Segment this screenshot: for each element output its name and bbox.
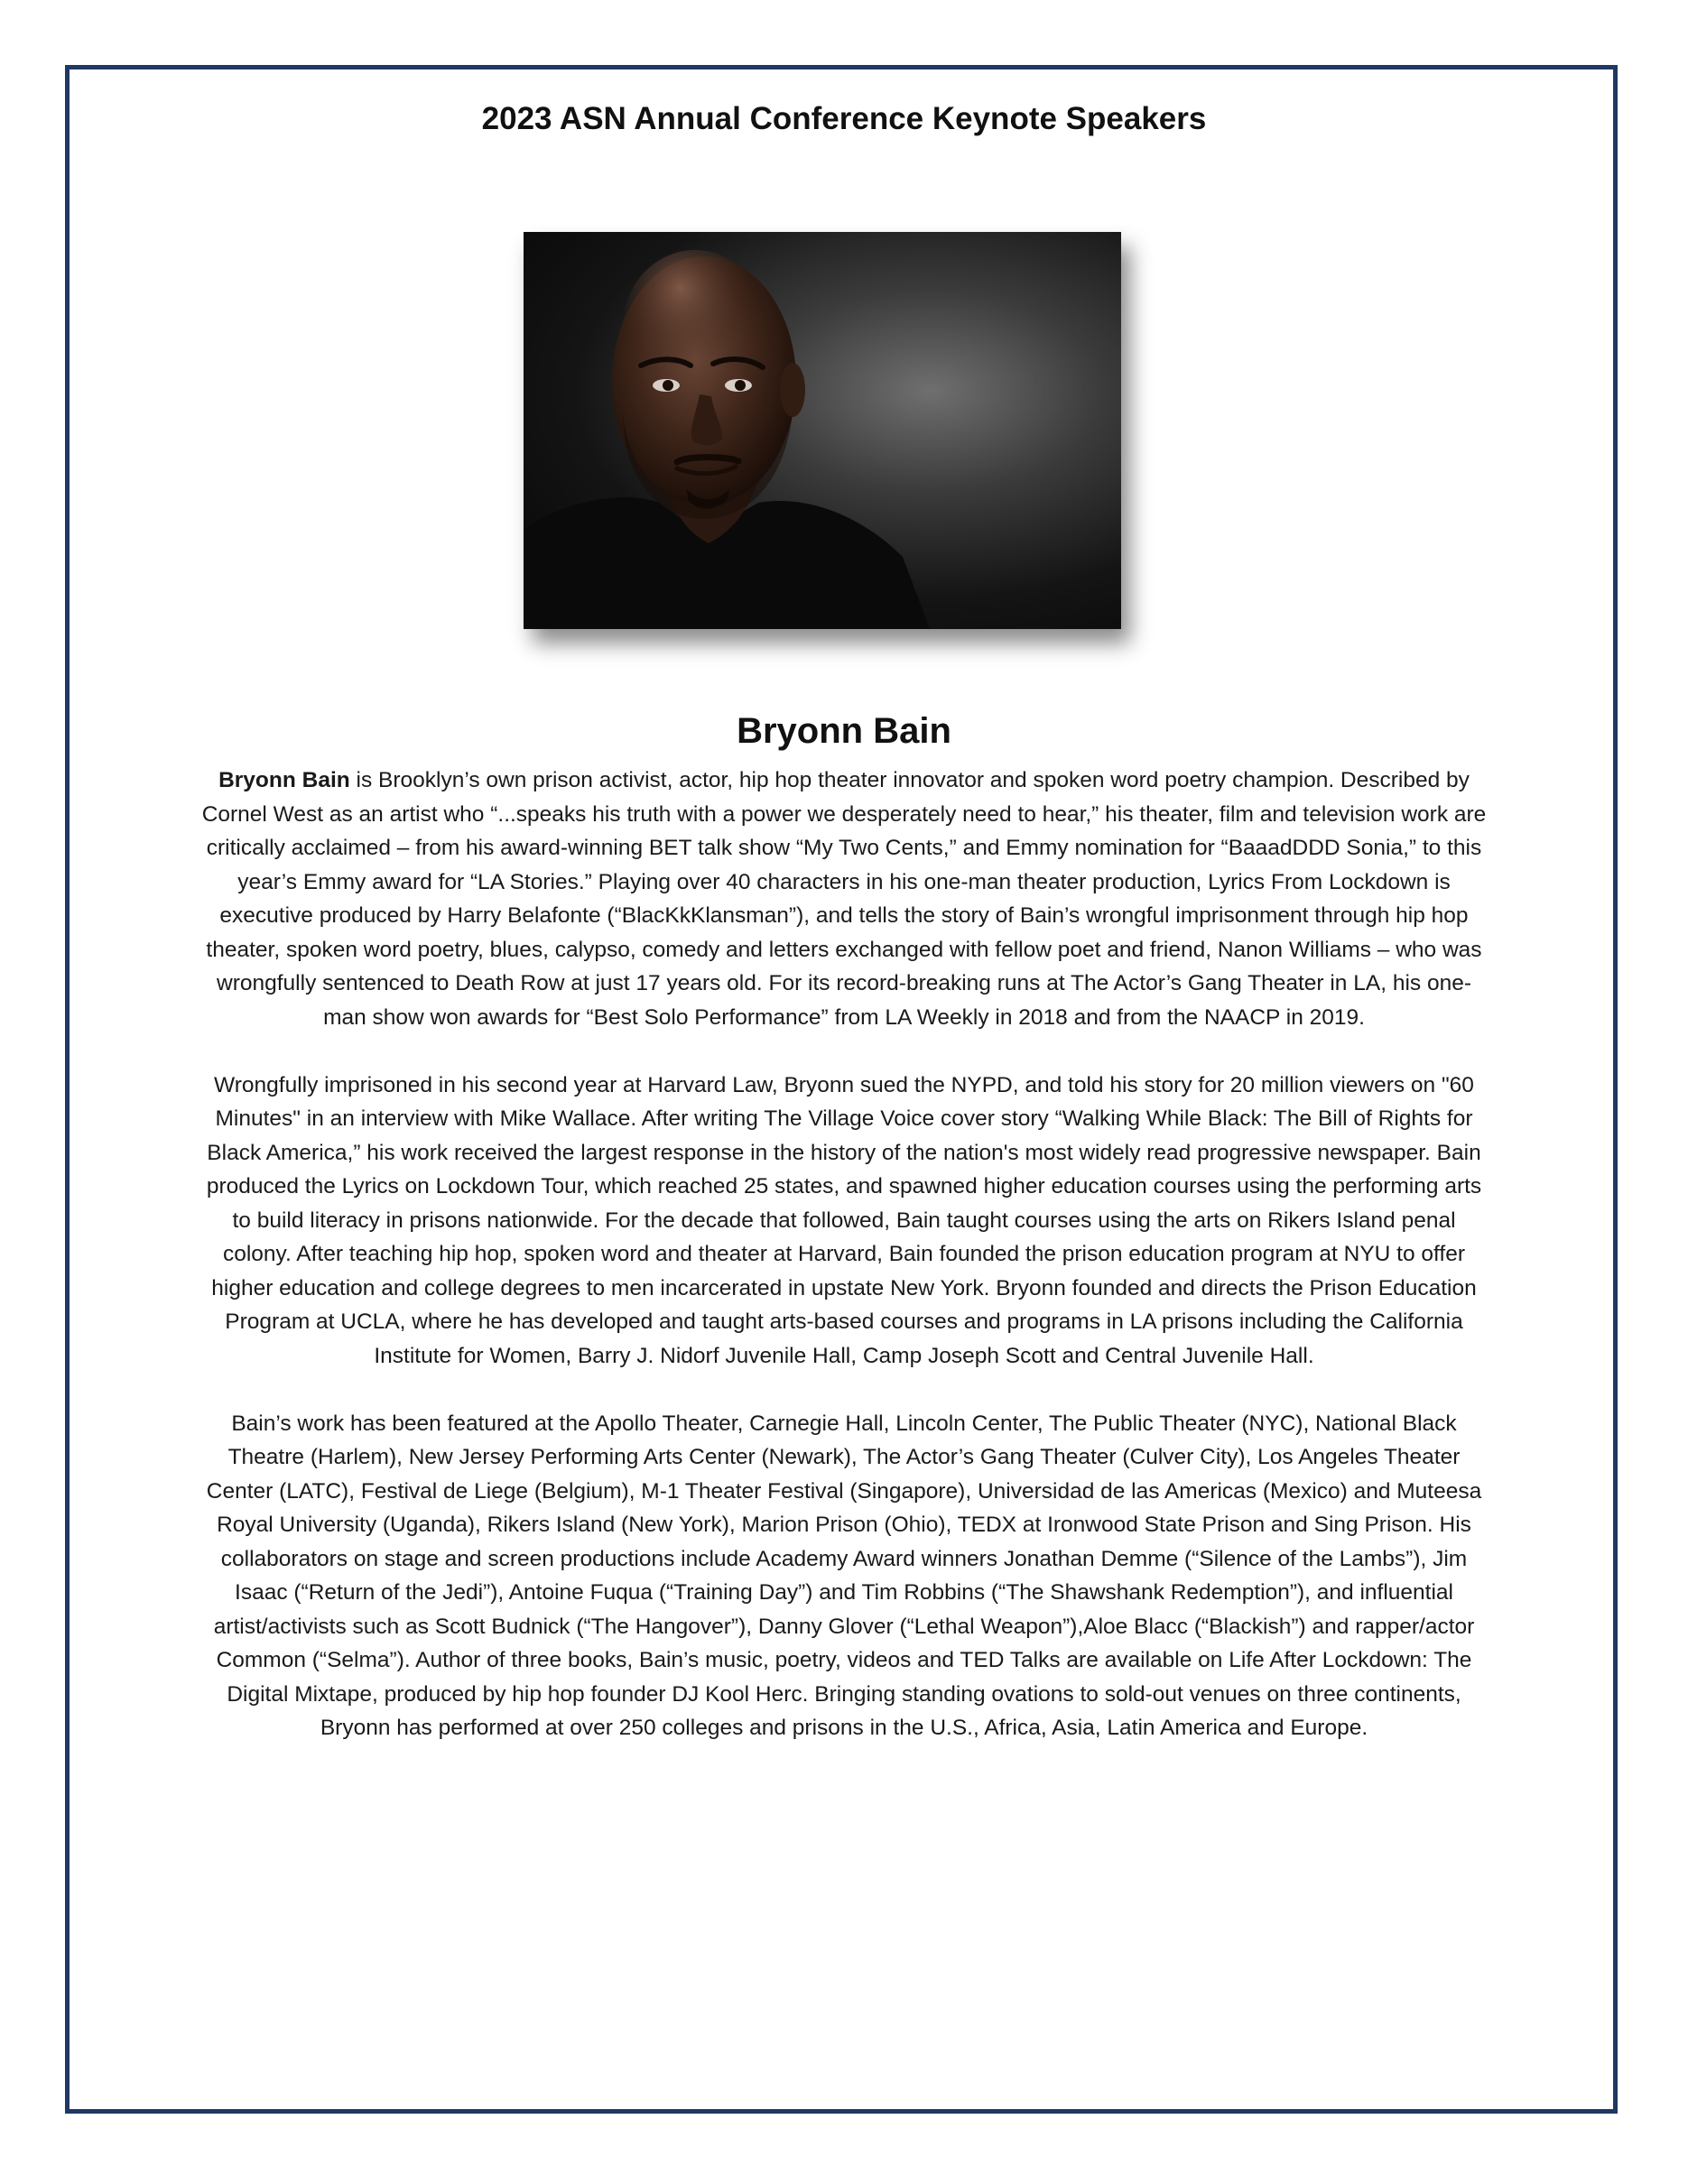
portrait-photo-icon bbox=[524, 232, 1121, 629]
bio-paragraph-1-text: is Brooklyn’s own prison activist, actor, hip hop theater innovator and spoken word poetry champion. Described by Cornel West as an artist who “...speaks his truth with a power we desperately need to hear,” his theater, film and television work are critically acclaimed – from his award-winning BET talk show “My Two Cents,” and Emmy nomination for “BaaadDDD Sonia,” to this year’s Emmy award for “LA Stories.” Playing over 40 characters in his one-man theater production, Lyrics From Lockdown is executive produced by Harry Belafonte (“BlacKkKlansman”), and tells the story of Bain’s wrongful imprisonment through hip hop theater, spoken word poetry, blues, calypso, comedy and letters exchanged with fellow poet and friend, Nanon Williams – who was wrongfully sentenced to Death Row at just 17 years old. For its record-breaking runs at The Actor’s Gang Theater in LA, his one-man show won awards for “Best Solo Performance” from LA Weekly in 2018 and from the NAACP in 2019. bbox=[201, 768, 1487, 1030]
bio-paragraph-1 bbox=[200, 763, 1488, 1034]
bio-paragraph-3: Bain’s work has been featured at the Apollo Theater, Carnegie Hall, Lincoln Center, The Public Theater (NYC), National Black Theatre (Harlem), New Jersey Performing Arts Center (Newark), The Actor’s Gang Theater (Culver City), Los Angeles Theater Center (LATC), Festival de Liege (Belgium), M-1 Theater Festival (Singapore), Universidad de las Americas (Mexico) and Muteesa Royal University (Uganda), Rikers Island (New York), Marion Prison (Ohio), TEDX at Ironwood State Prison and Sing Prison. His collaborators on stage and screen productions include Academy Award winners Jonathan Demme (“Silence of the Lambs”), Jim Isaac (“Return of the Jedi”), Antoine Fuqua (“Training Day”) and Tim Robbins (“The Shawshank Redemption”), and influential artist/activists such as Scott Budnick (“The Hangover”), Danny Glover (“Lethal Weapon”),Aloe Blacc (“Blackish”) and rapper/actor Common (“Selma”). Author of three books, Bain’s music, poetry, videos and TED Talks are available on Life After Lockdown: The Digital Mixtape, produced by hip hop founder DJ Kool Herc. Bringing standing ovations to sold-out venues on three continents, Bryonn has performed at over 250 colleges and prisons in the U.S., Africa, Asia, Latin America and Europe. bbox=[206, 1411, 1482, 1740]
bio-paragraph-2: Wrongfully imprisoned in his second year at Harvard Law, Bryonn sued the NYPD, and told his story for 20 million viewers on "60 Minutes" in an interview with Mike Wallace. After writing The Village Voice cover story “Walking While Black: The Bill of Rights for Black America,” his work received the largest response in the history of the nation's most widely read progressive newspaper. Bain produced the Lyrics on Lockdown Tour, which reached 25 states, and spawned higher education courses using the performing arts to build literacy in prisons nationwide. For the decade that followed, Bain taught courses using the arts on Rikers Island penal colony. After teaching hip hop, spoken word and theater at Harvard, Bain founded the prison education program at NYU to offer higher education and college degrees to men incarcerated in upstate New York. Bryonn founded and directs the Prison Education Program at UCLA, where he has developed and taught arts-based courses and programs in LA prisons including the California Institute for Women, Barry J. Nidorf Juvenile Hall, Camp Joseph Scott and Central Juvenile Hall. bbox=[206, 1072, 1482, 1368]
speaker-name: Bryonn Bain bbox=[737, 711, 951, 751]
speaker-photo bbox=[524, 232, 1121, 629]
speaker-bio bbox=[200, 763, 1488, 1745]
page-title: 2023 ASN Annual Conference Keynote Speakers bbox=[481, 101, 1207, 136]
bio-lead-name: Bryonn Bain bbox=[218, 768, 350, 792]
